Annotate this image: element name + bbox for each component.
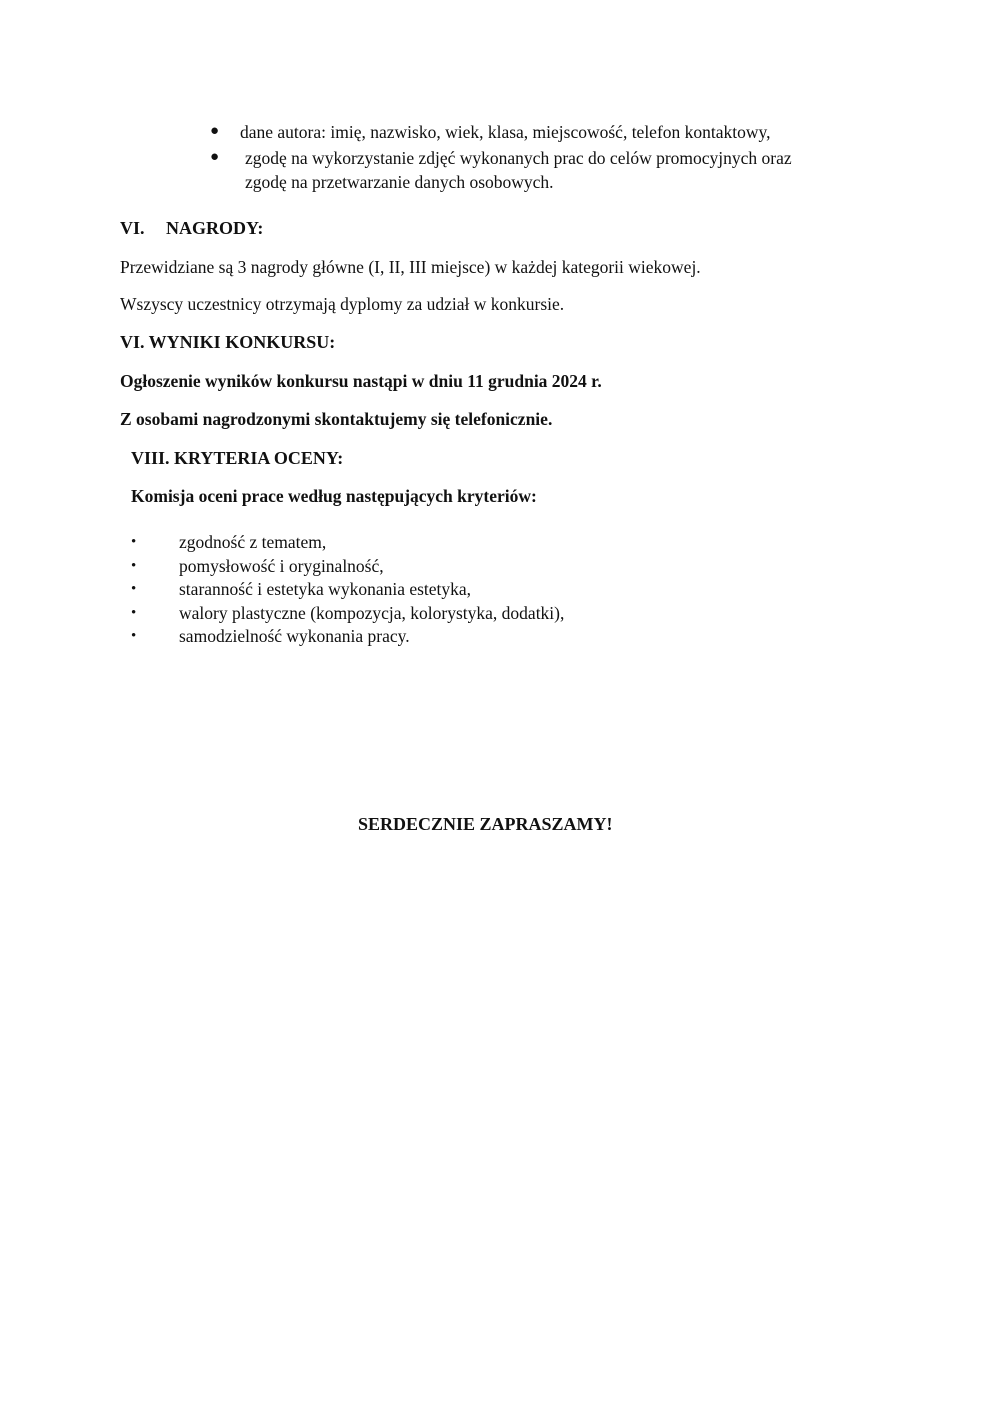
- bullet-icon: ●: [210, 149, 220, 165]
- bullet-icon: •: [131, 558, 137, 574]
- paragraph: Wszyscy uczestnicy otrzymają dyplomy za udział w konkursie.: [120, 294, 565, 314]
- paragraph: Przewidziane są 3 nagrody główne (I, II, III miejsce) w każdej kategorii wiekowej.: [120, 257, 701, 277]
- list-item: zgodność z tematem,: [179, 532, 327, 552]
- paragraph: Komisja oceni prace według następujących kryteriów:: [131, 486, 537, 506]
- list-item: zgodę na wykorzystanie zdjęć wykonanych prac do celów promocyjnych oraz: [245, 148, 792, 168]
- bullet-icon: •: [131, 581, 137, 597]
- bullet-icon: •: [131, 605, 137, 621]
- bullet-icon: •: [131, 628, 137, 644]
- list-item: pomysłowość i oryginalność,: [179, 556, 384, 576]
- section-title: NAGRODY:: [166, 218, 264, 238]
- list-item: samodzielność wykonania pracy.: [179, 626, 410, 646]
- paragraph: Ogłoszenie wyników konkursu nastąpi w dniu 11 grudnia 2024 r.: [120, 371, 602, 391]
- closing-text: SERDECZNIE ZAPRASZAMY!: [358, 814, 613, 834]
- list-item: dane autora: imię, nazwisko, wiek, klasa, miejscowość, telefon kontaktowy,: [240, 122, 771, 142]
- section-title: VIII. KRYTERIA OCENY:: [131, 448, 344, 468]
- paragraph: Z osobami nagrodzonymi skontaktujemy się telefonicznie.: [120, 409, 553, 429]
- section-number: VI.: [120, 218, 145, 238]
- list-item: walory plastyczne (kompozycja, kolorystyka, dodatki),: [179, 603, 565, 623]
- section-title: VI. WYNIKI KONKURSU:: [120, 332, 336, 352]
- bullet-icon: •: [131, 534, 137, 550]
- list-item: staranność i estetyka wykonania estetyka,: [179, 579, 472, 599]
- list-item-continuation: zgodę na przetwarzanie danych osobowych.: [245, 172, 554, 192]
- bullet-icon: ●: [210, 123, 220, 139]
